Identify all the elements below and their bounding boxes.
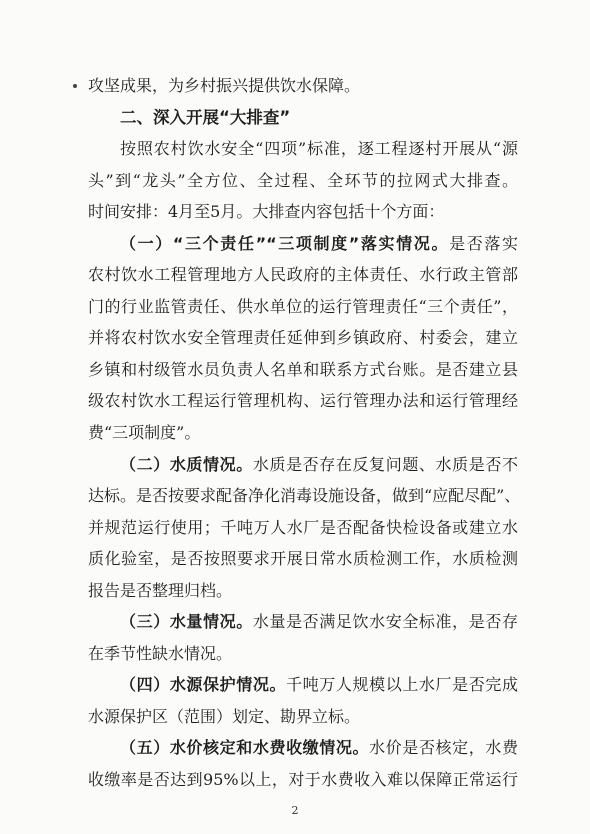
text-line: 收缴率是否达到95%以上，对于水费收入难以保障正常运行 <box>88 770 518 789</box>
text-run: 水价是否核定，水费 <box>369 738 518 757</box>
paragraph-first-line <box>120 738 518 758</box>
text-run: 水质是否存在反复问题、水质是否不 <box>252 455 518 474</box>
text-line: 攻坚成果，为乡村振兴提供饮水保障。 <box>88 76 361 95</box>
item-heading: （二）水质情况。 <box>120 455 253 474</box>
text-line: 在季节性缺水情况。 <box>88 644 233 663</box>
item-heading: （四）水源保护情况。 <box>120 675 287 694</box>
text-run: 水量是否满足饮水安全标准，是否存 <box>252 612 518 631</box>
text-run: 千吨万人规模以上水厂是否完成 <box>286 675 518 694</box>
text-line: 门的行业监管责任、供水单位的运行管理责任“三个责任”， <box>88 297 518 316</box>
text-line: 级农村饮水工程运行管理机构、运行管理办法和运行管理经 <box>88 391 518 410</box>
text-line: 并规范运行使用；千吨万人水厂是否配备快检设备或建立水 <box>88 518 518 537</box>
item-heading: （三）水量情况。 <box>120 612 253 631</box>
text-line: 农村饮水工程管理地方人民政府的主体责任、水行政主管部 <box>88 265 518 284</box>
text-line: 时间安排：4月至5月。大排查内容包括十个方面： <box>88 202 445 221</box>
text-line: 按照农村饮水安全“四项”标准，逐工程逐村开展从“源 <box>120 139 518 158</box>
paragraph-first-line <box>120 455 518 475</box>
text-line: 水源保护区（范围）划定、勘界立标。 <box>88 707 361 726</box>
paragraph-first-line <box>120 234 518 254</box>
text-line: 达标。是否按要求配备净化消毒设施设备，做到“应配尽配”、 <box>88 486 521 505</box>
text-line: 头”到“龙头”全方位、全过程、全环节的拉网式大排查。 <box>88 171 518 190</box>
text-line: 乡镇和村级管水员负责人名单和联系方式台账。是否建立县 <box>88 360 518 379</box>
scan-mark <box>73 84 77 88</box>
section-heading: 二、深入开展“大排查” <box>120 108 291 127</box>
text-line: 并将农村饮水安全管理责任延伸到乡镇政府、村委会，建立 <box>88 328 518 347</box>
page-number: 2 <box>291 804 299 817</box>
text-line: 费“三项制度”。 <box>88 423 201 442</box>
paragraph-first-line <box>120 675 518 695</box>
text-line: 报告是否整理归档。 <box>88 581 233 600</box>
text-line: 质化验室，是否按照要求开展日常水质检测工作，水质检测 <box>88 549 518 568</box>
item-heading: （五）水价核定和水费收缴情况。 <box>120 738 370 757</box>
item-heading: （一）“三个责任”“三项制度”落实情况。 <box>120 234 450 253</box>
text-run: 是否落实 <box>449 234 518 253</box>
paragraph-first-line <box>120 612 518 632</box>
